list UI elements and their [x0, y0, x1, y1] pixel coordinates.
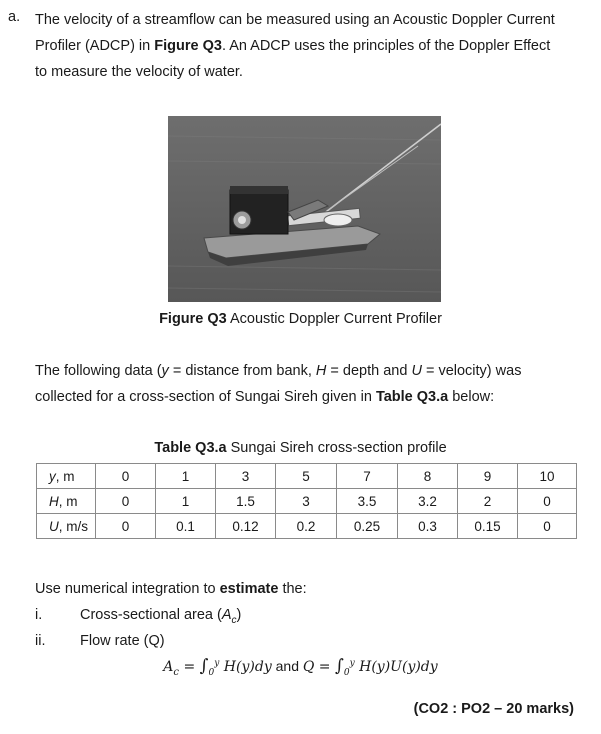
table-cell: 0.25 [337, 514, 398, 539]
formula-ac: A [163, 659, 174, 675]
marks-allocation: (CO2 : PO2 – 20 marks) [413, 701, 574, 717]
table-cell: 7 [337, 464, 398, 489]
table-caption-label: Table Q3.a [154, 440, 227, 456]
row-header [37, 514, 96, 539]
figure-caption-text: Acoustic Doppler Current Profiler [226, 311, 442, 327]
data-intro-text-3: = depth and [326, 363, 412, 379]
formula-equals-2: = [314, 659, 335, 675]
formula-equals-1: = [179, 659, 200, 675]
figure-ref: Figure Q3 [154, 38, 222, 54]
row-header [37, 464, 96, 489]
adcp-illustration [168, 116, 441, 302]
table-caption [0, 440, 601, 456]
table-cell: 0.12 [216, 514, 276, 539]
table-cell: 1.5 [216, 489, 276, 514]
table-cell: 0 [518, 489, 577, 514]
table-cell: 9 [458, 464, 518, 489]
integral-sign-2: ∫ [335, 656, 344, 676]
table-cell: 0 [96, 514, 156, 539]
table-cell: 1 [156, 489, 216, 514]
task-item-2-num: ii. [35, 633, 46, 649]
table-row [37, 464, 577, 489]
task-item-1-subscript: c [231, 614, 237, 626]
integral-lower-1: 0 [208, 667, 215, 678]
integral-upper-1: y [214, 658, 220, 669]
var-u: U [411, 363, 422, 379]
integral-sign-1: ∫ [199, 656, 209, 676]
question-intro [35, 7, 580, 85]
row-variable: y [49, 468, 56, 484]
data-intro [35, 358, 580, 410]
table-row [37, 514, 577, 539]
table-ref: Table Q3.a [375, 389, 449, 405]
table-cell: 1 [156, 464, 216, 489]
task-item-1-label: Cross-sectional area ( [80, 607, 222, 623]
task-item-1-text [80, 607, 241, 626]
row-unit: , m/s [58, 518, 88, 534]
formula-q: Q [302, 659, 315, 675]
adcp-photo [168, 116, 441, 302]
table-cell: 10 [518, 464, 577, 489]
formula-ac-sub: c [173, 666, 180, 678]
formula-body-2: H(y)U(y)dy [354, 659, 438, 675]
table-caption-text: Sungai Sireh cross-section profile [226, 440, 447, 456]
task-item-1-symbol: A [221, 607, 232, 623]
task-intro-bold: estimate [219, 581, 279, 597]
data-intro-line-2a: collected for a cross-section of Sungai Sireh given in [35, 389, 376, 405]
row-unit: , m [58, 493, 78, 509]
task-intro-end: the: [278, 581, 307, 597]
row-variable: U [49, 518, 59, 534]
intro-line-1: The velocity of a streamflow can be measured using an Acoustic Doppler Current [35, 12, 555, 28]
intro-line-3: to measure the velocity of water. [35, 64, 243, 80]
var-y: y [161, 363, 169, 379]
formula-body-1: H(y)dy [219, 659, 272, 675]
row-header [37, 489, 96, 514]
table-cell: 0 [96, 489, 156, 514]
data-intro-text-1: The following data ( [35, 363, 162, 379]
table-cell: 0.15 [458, 514, 518, 539]
integral-lower-2: 0 [343, 667, 350, 678]
cross-section-table [36, 463, 577, 539]
figure-caption-label: Figure Q3 [159, 311, 227, 327]
row-variable: H [49, 493, 59, 509]
figure-caption [0, 311, 601, 327]
table-row [37, 489, 577, 514]
task-item-1-close: ) [236, 607, 242, 623]
table-cell: 8 [398, 464, 458, 489]
data-intro-text-4: = velocity) was [421, 363, 522, 379]
question-label: a. [8, 9, 21, 25]
table-cell: 3.2 [398, 489, 458, 514]
table-cell: 3.5 [337, 489, 398, 514]
intro-line-2a: Profiler (ADCP) in [35, 38, 155, 54]
intro-line-2c: . An ADCP uses the principles of the Doppler Effect [221, 38, 551, 54]
var-h: H [315, 363, 327, 379]
integral-upper-2: y [349, 658, 355, 669]
task-intro-text: Use numerical integration to [35, 581, 220, 597]
table-cell: 0.3 [398, 514, 458, 539]
row-unit: , m [55, 468, 75, 484]
data-intro-text-2: = distance from bank, [168, 363, 316, 379]
task-intro [35, 581, 307, 597]
table-cell: 3 [276, 489, 337, 514]
task-item-1-num: i. [35, 607, 43, 623]
table-cell: 2 [458, 489, 518, 514]
table-cell: 0 [96, 464, 156, 489]
data-intro-line-2c: below: [448, 389, 495, 405]
integral-formula [0, 656, 601, 678]
table-cell: 0 [518, 514, 577, 539]
table-cell: 0.1 [156, 514, 216, 539]
formula-and: and [271, 658, 303, 674]
table-cell: 5 [276, 464, 337, 489]
table-cell: 0.2 [276, 514, 337, 539]
table-cell: 3 [216, 464, 276, 489]
task-item-2-text: Flow rate (Q) [80, 633, 165, 649]
